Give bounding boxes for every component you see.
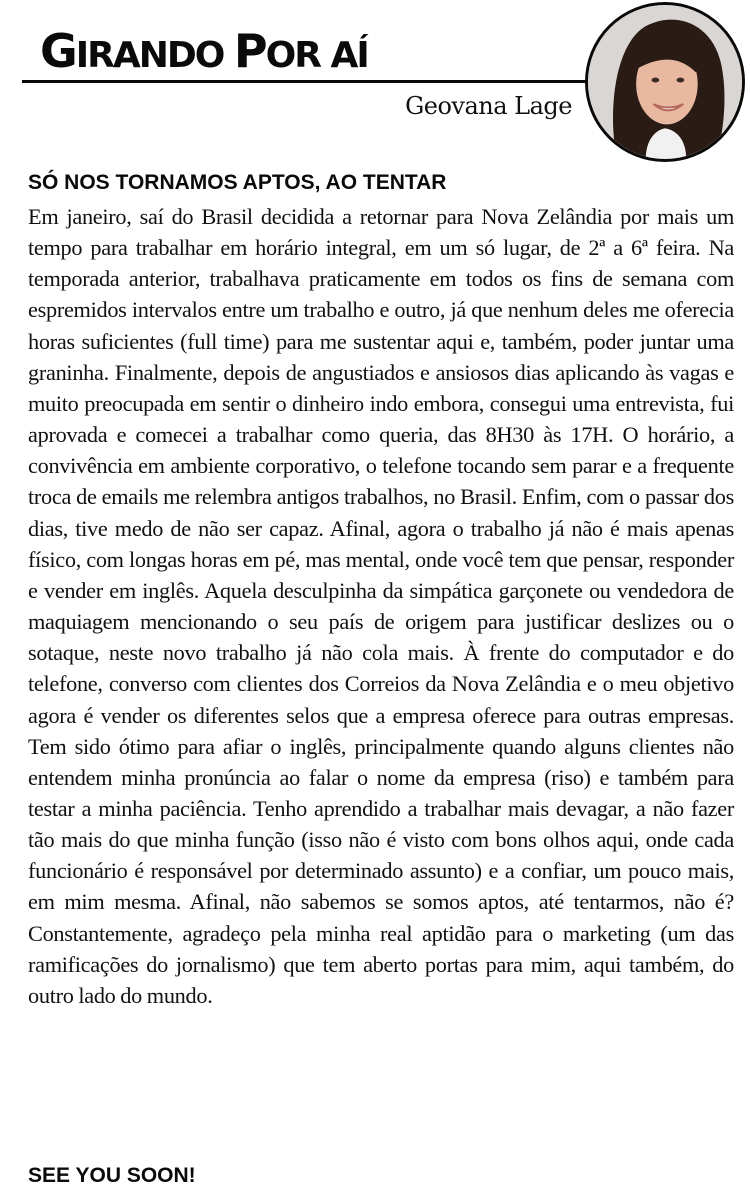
column-title-word-1: IRANDO <box>75 35 234 76</box>
header-rule <box>22 80 612 83</box>
column-title-initial-p: P <box>233 24 266 78</box>
article-body: Em janeiro, saí do Brasil decidida a retornar para Nova Zelândia por mais um tempo para trabalhar em horário integral, em um só lugar, de 2ª a 6ª feira. Na temporada anterior, trabalhava praticamente em todos os fins de semana com espremidos intervalos entre um trabalho e outro, já que nenhum deles me oferecia horas suficientes (full time) para me sustentar aqui e, também, poder juntar uma graninha. Finalmente, depois de angustiados e ansiosos dias aplicando às vagas e muito preocupada em sentir o dinheiro indo embora, consegui uma entrevista, fui aprovada e comecei a trabalhar como queria, das 8H30 às 17H. O horário, a convivência em ambiente corporativo, o telefone tocando sem parar e a frequente troca de emails me relembra antigos trabalhos, no Brasil. Enfim, com o passar dos dias, tive medo de não ser capaz. Afinal, agora o trabalho já não é mais apenas físico, com longas horas em pé, mas mental, onde você tem que pensar, responder e vender em inglês. Aquela desculpinha da simpática garçonete ou vendedora de maquiagem mencionando o seu país de origem para justificar deslizes ou o sotaque, neste novo trabalho já não cola mais. À frente do computador e do telefone, converso com clientes dos Correios da Nova Zelândia e o meu objetivo agora é vender os diferentes selos que a empresa oferece para outras empresas. Tem sido ótimo para afiar o inglês, principalmente quando alguns clientes não entendem minha pronúncia ao falar o nome da empresa (riso) e também para testar a minha paciência. Tenho aprendido a trabalhar mais devagar, a não fazer tão mais do que minha função (isso não é visto com bons olhos aqui, onde cada funcionário é responsável por determinado assunto) e a confiar, um pouco mais, em mim mesma. Afinal, não sabemos se somos aptos, até tentarmos, não é? Constantemente, agradeço pela minha real aptidão para o marketing (um das ramificações do jornalismo) que tem aberto portas para mim, aqui também, do outro lado do mundo. <box>28 204 734 1008</box>
article-headline: SÓ NOS TORNAMOS APTOS, AO TENTAR <box>28 171 447 194</box>
column-title-initial-g: G <box>40 24 76 78</box>
column-title-word-2: OR AÍ <box>265 35 368 76</box>
author-portrait-illustration <box>588 5 742 159</box>
author-name: Geovana Lage <box>405 92 572 120</box>
author-photo <box>585 2 745 162</box>
column-title <box>40 24 368 78</box>
article-signoff: SEE YOU SOON! <box>28 1164 196 1187</box>
